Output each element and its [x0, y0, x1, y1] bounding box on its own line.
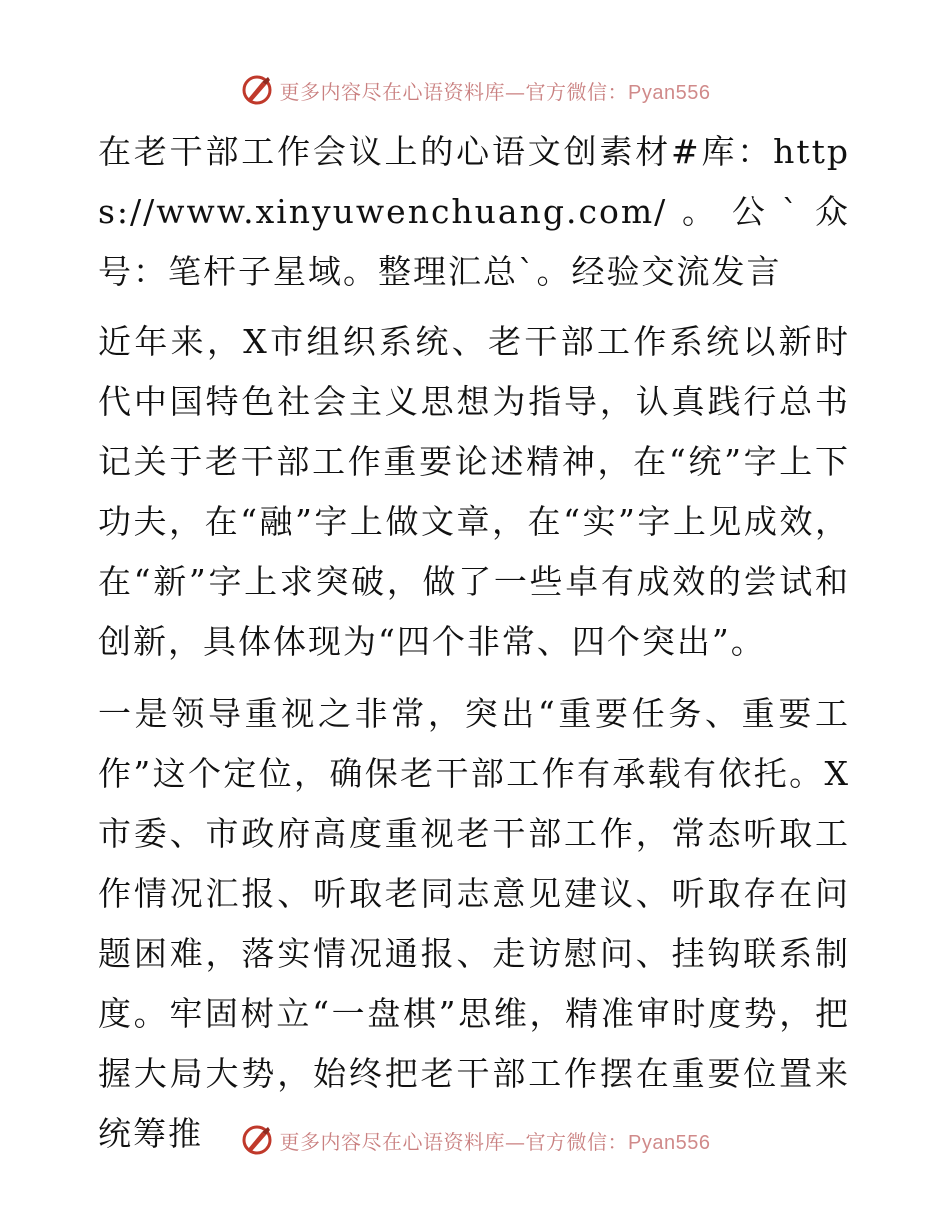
brand-logo-icon: [240, 1123, 274, 1157]
banner-wechat-label: 官方微信：: [525, 1129, 629, 1154]
banner-wechat-id: Pyan556: [628, 1131, 711, 1154]
footer-banner: [0, 1120, 950, 1160]
paragraph-title: 在老干部工作会议上的心语文创素材#库：https://www.xinyuwenchuang.com/。公`众号：笔杆子星域。整理汇总`。经验交流发言: [98, 132, 850, 291]
banner-brand-text: 更多内容尽在心语资料库: [279, 79, 506, 104]
paragraph-point-one: 一是领导重视之非常，突出“重要任务、重要工作”这个定位，确保老干部工作有承载有依托。X市委、市政府高度重视老干部工作，常态听取工作情况汇报、听取老同志意见建议、听取存在问题困难，落实情况通报、走访慰问、挂钩联系制度。牢固树立“一盘棋”思维，精准审时度势，把握大局大势，始终把老干部工作摆在重要位置来统筹推: [98, 694, 850, 1153]
footer-banner-text: [280, 1126, 711, 1155]
banner-dash: —: [505, 79, 526, 104]
banner-wechat-label: 官方微信：: [525, 79, 629, 104]
paragraph-intro: 近年来，X市组织系统、老干部工作系统以新时代中国特色社会主义思想为指导，认真践行总书记关于老干部工作重要论述精神，在“统”字上下功夫，在“融”字上做文章，在“实”字上见成效，在“新”字上求突破，做了一些卓有成效的尝试和创新，具体体现为“四个非常、四个突出”。: [98, 322, 850, 661]
banner-brand-text: 更多内容尽在心语资料库: [279, 1129, 506, 1154]
document-body: [98, 122, 850, 1176]
banner-wechat-id: Pyan556: [628, 81, 711, 104]
header-banner: [0, 70, 950, 110]
header-banner-text: [280, 76, 711, 105]
brand-logo-icon: [240, 73, 274, 107]
banner-dash: —: [505, 1129, 526, 1154]
